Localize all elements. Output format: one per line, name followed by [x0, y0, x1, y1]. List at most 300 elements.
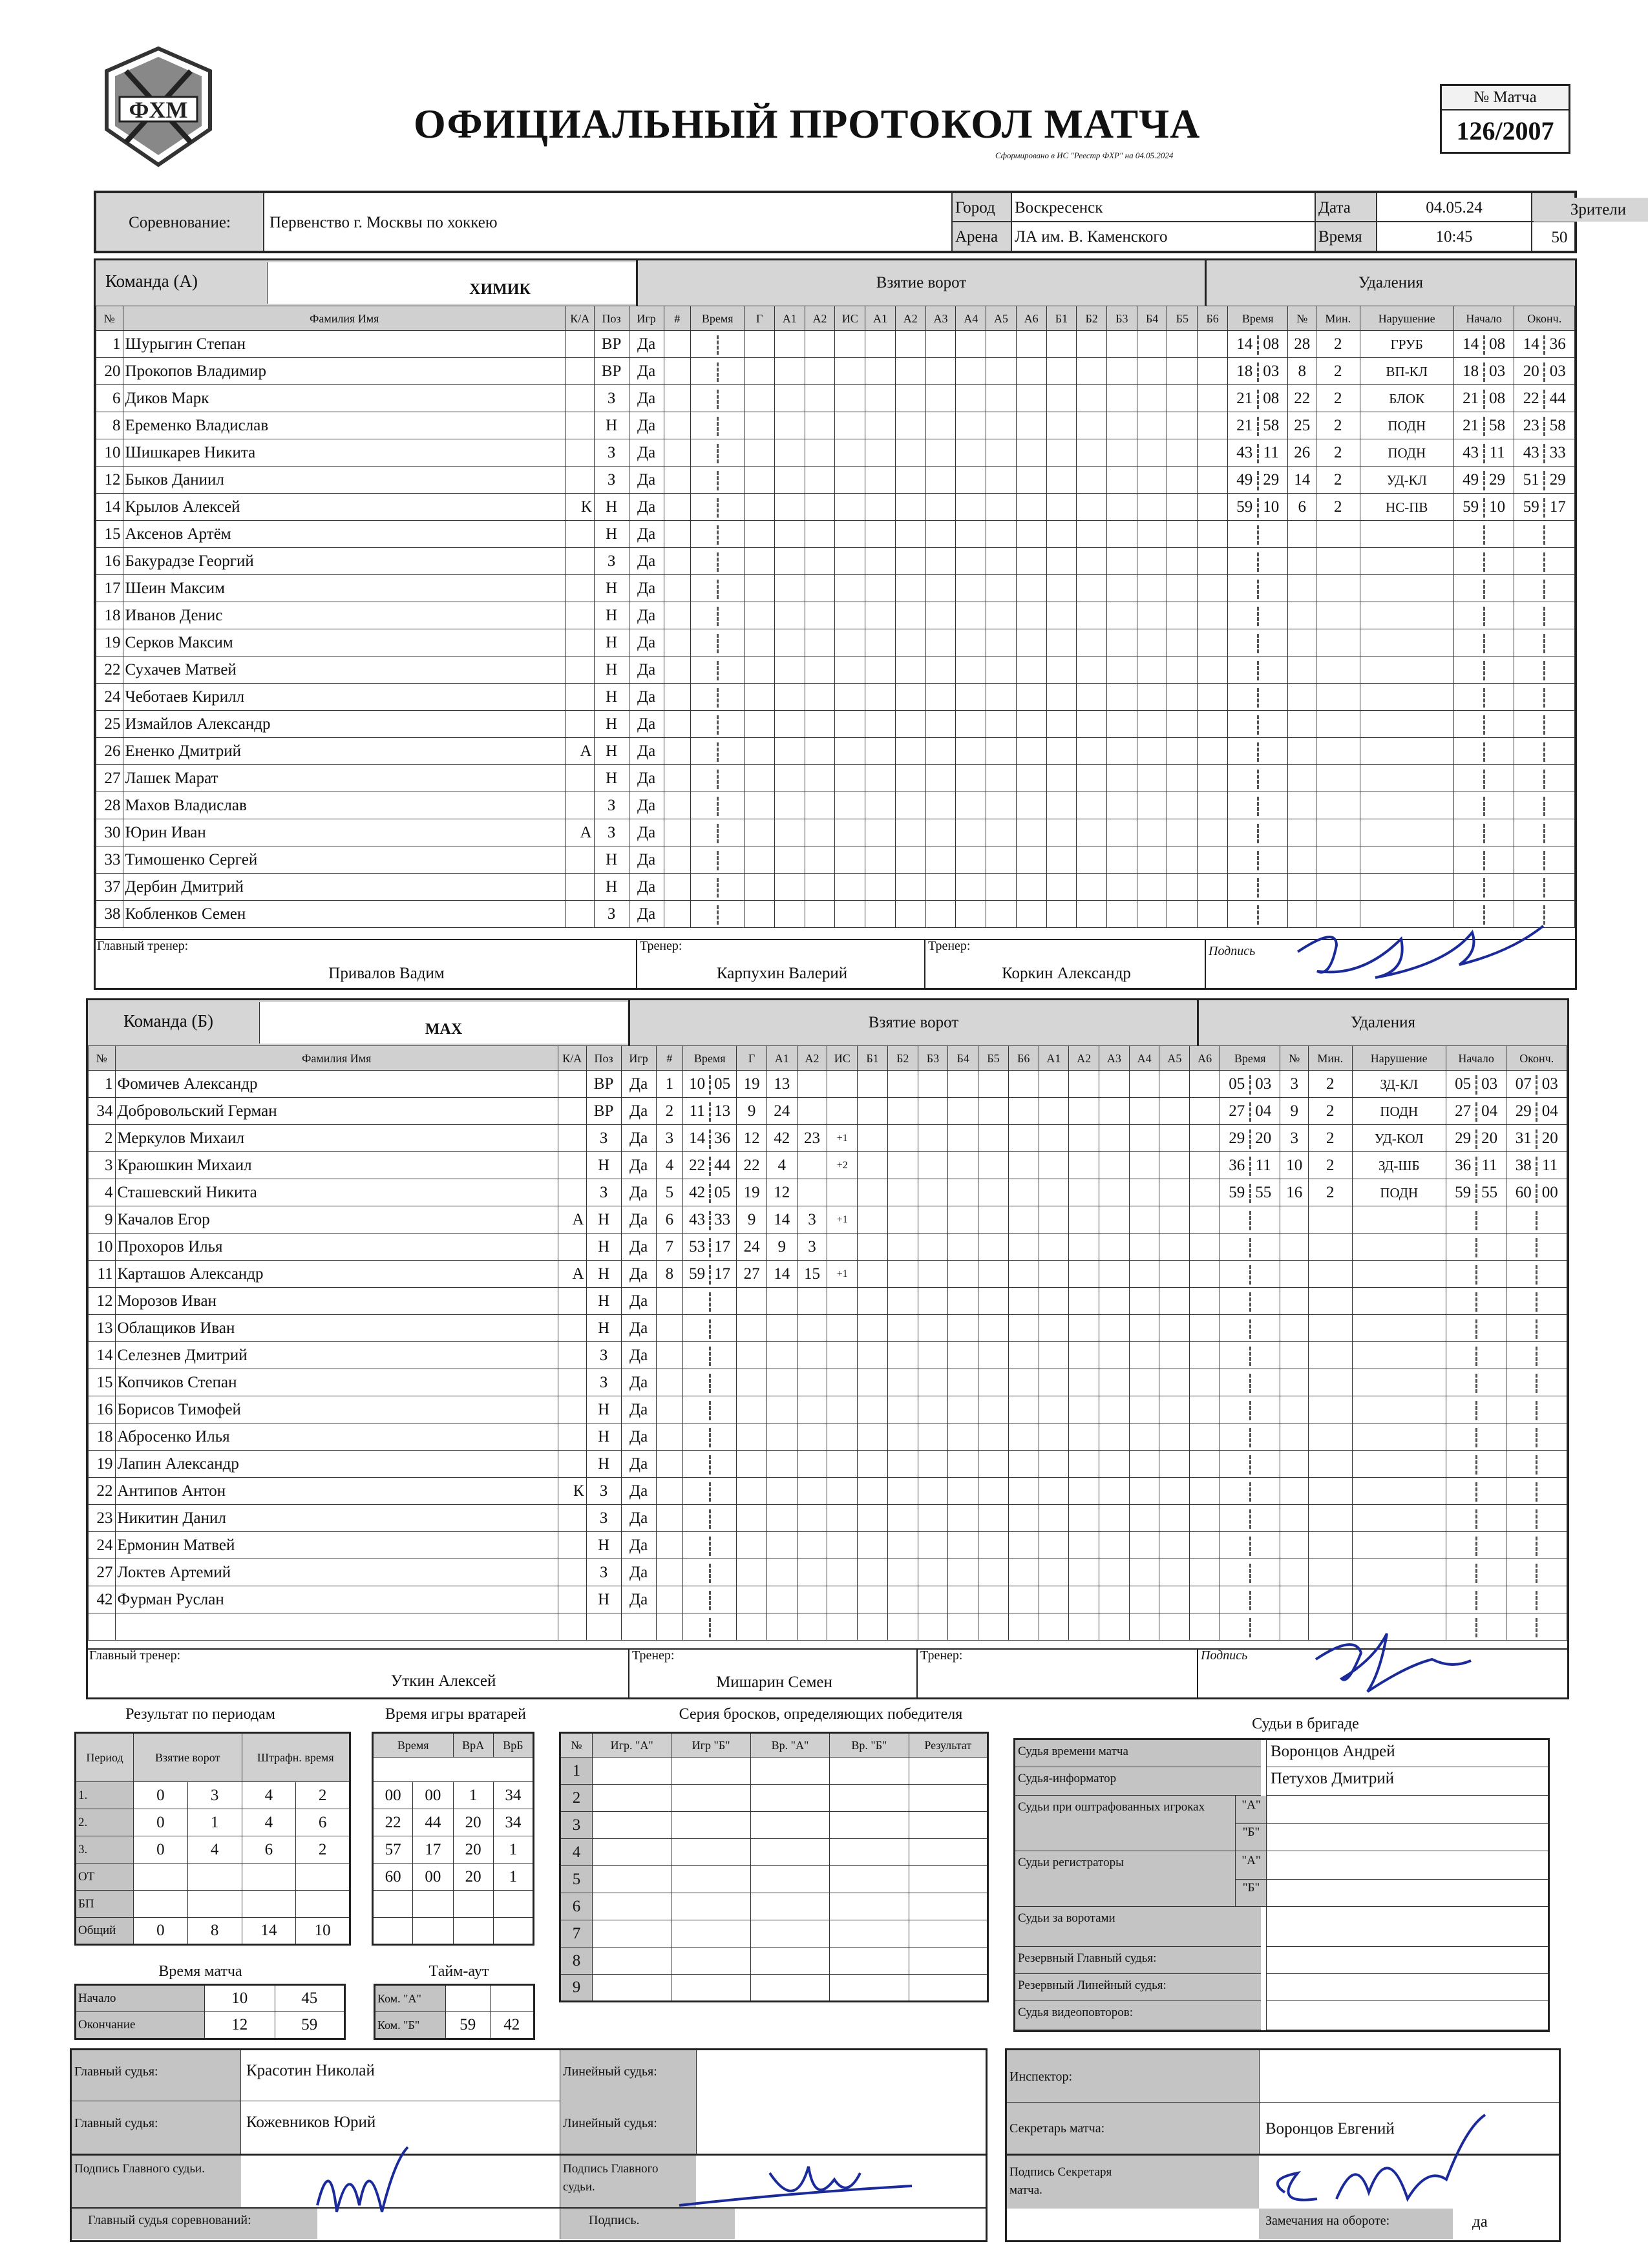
- player-cell: 15: [89, 1369, 116, 1396]
- player-cell: Н: [586, 1152, 621, 1179]
- pen-time: [1220, 1478, 1280, 1505]
- player-cell: [558, 1505, 586, 1532]
- goal-cell: [865, 711, 896, 738]
- goal-cell: [656, 1505, 683, 1532]
- gk-cell: 20: [453, 1864, 493, 1891]
- goal-cell: [887, 1369, 918, 1396]
- pen-time: [1453, 765, 1514, 792]
- player-cell: 27: [89, 1559, 116, 1586]
- player-cell: [565, 765, 594, 792]
- player-cell: [621, 1613, 656, 1641]
- goal-cell: [1077, 331, 1107, 358]
- pen-player: [1288, 575, 1316, 602]
- refs-title: Судьи в бригаде: [1252, 1716, 1359, 1732]
- goal-cell: [1198, 548, 1228, 575]
- goal-cell: [745, 412, 775, 439]
- goal-cell: [895, 711, 925, 738]
- gk-cell: 00: [373, 1782, 413, 1809]
- player-row: [89, 1369, 1567, 1396]
- pen-minutes: [1316, 575, 1360, 602]
- goal-cell: [1039, 1559, 1069, 1586]
- team-a-name: ХИМИК: [267, 262, 732, 304]
- goal-cell: [774, 358, 805, 385]
- pen-time: [1220, 1586, 1280, 1613]
- pen-time: [1446, 1559, 1506, 1586]
- goal-cell: [918, 1234, 948, 1261]
- period-cell: [242, 1864, 296, 1891]
- pen-col-header: Мин.: [1316, 306, 1360, 331]
- goal-cell: [986, 385, 1017, 412]
- goal-cell: [1137, 412, 1167, 439]
- team-b-signature-label: Подпись: [1201, 1648, 1248, 1663]
- goal-cell: [895, 439, 925, 467]
- goal-cell: [1190, 1288, 1220, 1315]
- goal-cell: [1039, 1369, 1069, 1396]
- goal-cell: [895, 819, 925, 846]
- goal-cell: [805, 819, 835, 846]
- pen-time: [1506, 1451, 1567, 1478]
- period-cell: 0: [134, 1809, 188, 1836]
- player-cell: [558, 1369, 586, 1396]
- goal-cell: [1039, 1152, 1069, 1179]
- goal-cell: [1046, 575, 1077, 602]
- goal-cell: [858, 1369, 888, 1396]
- player-cell: З: [594, 819, 629, 846]
- player-row: [89, 1234, 1567, 1261]
- goal-cell: [1008, 1179, 1039, 1206]
- goal-cell: [1198, 819, 1228, 846]
- goal-cell: [737, 1613, 767, 1641]
- goal-cell: [858, 1125, 888, 1152]
- pen-time: 43 11: [1453, 439, 1514, 467]
- shootout-row: [560, 1975, 988, 2002]
- goal-cell: [1198, 656, 1228, 684]
- end-hh: 12: [205, 2012, 275, 2039]
- goal-cell: [664, 738, 691, 765]
- player-row: [96, 874, 1575, 901]
- col-header: К/А: [558, 1046, 586, 1071]
- player-cell: Борисов Тимофей: [115, 1396, 558, 1423]
- goal-cell: [925, 467, 956, 494]
- goal-col-header: Время: [683, 1046, 737, 1071]
- goal-cell: [1129, 1478, 1159, 1505]
- player-cell: Да: [629, 467, 664, 494]
- goal-cell: 27: [737, 1261, 767, 1288]
- goal-cell: [858, 1071, 888, 1098]
- goal-time: [691, 792, 745, 819]
- goal-time: [691, 901, 745, 928]
- goal-col-header: Б6: [1198, 306, 1228, 331]
- player-cell: [558, 1234, 586, 1261]
- main-ref-2: Кожевников Юрий: [246, 2114, 376, 2131]
- goal-cell: [1069, 1613, 1099, 1641]
- pen-player: [1280, 1396, 1309, 1423]
- pen-time: 59 10: [1227, 494, 1287, 521]
- period-cell: 4: [242, 1782, 296, 1809]
- pen-time: [1446, 1369, 1506, 1396]
- pen-time: [1446, 1505, 1506, 1532]
- ref-role: Судья-информатор: [1018, 1772, 1117, 1785]
- period-cell: 0: [134, 1782, 188, 1809]
- goal-cell: [895, 874, 925, 901]
- pen-player: [1288, 874, 1316, 901]
- goal-cell: [956, 602, 986, 629]
- player-cell: Н: [594, 602, 629, 629]
- goal-cell: [1190, 1315, 1220, 1342]
- goal-cell: [1046, 331, 1077, 358]
- goal-cell: [805, 629, 835, 656]
- goal-cell: 9: [737, 1098, 767, 1125]
- pen-time: [1514, 602, 1575, 629]
- goal-cell: [835, 846, 865, 874]
- pen-minutes: 2: [1309, 1179, 1353, 1206]
- gk-col: ВрА: [453, 1733, 493, 1758]
- pen-time: [1227, 521, 1287, 548]
- goal-cell: 14: [766, 1261, 797, 1288]
- pen-time: [1220, 1369, 1280, 1396]
- time: 10:45: [1377, 222, 1532, 251]
- goal-cell: [656, 1532, 683, 1559]
- player-cell: З: [586, 1125, 621, 1152]
- player-row: [89, 1125, 1567, 1152]
- goal-col-header: А2: [1069, 1046, 1099, 1071]
- team-a-coach1-label: Тренер:: [640, 939, 682, 953]
- player-cell: Н: [586, 1423, 621, 1451]
- player-cell: Н: [594, 874, 629, 901]
- goal-cell: [1016, 819, 1046, 846]
- goal-cell: [1008, 1532, 1039, 1559]
- goal-cell: [1107, 819, 1137, 846]
- team-b-penalties-title: Удаления: [1197, 1000, 1567, 1045]
- pen-player: [1288, 846, 1316, 874]
- goal-cell: [1039, 1451, 1069, 1478]
- pen-time: 27 04: [1446, 1098, 1506, 1125]
- goal-cell: [664, 412, 691, 439]
- player-cell: Ененко Дмитрий: [123, 738, 565, 765]
- player-cell: З: [594, 901, 629, 928]
- goal-cell: [805, 684, 835, 711]
- goal-cell: [737, 1369, 767, 1396]
- player-cell: Да: [621, 1125, 656, 1152]
- player-cell: Да: [629, 846, 664, 874]
- goal-cell: [1046, 684, 1077, 711]
- goal-time: 14 36: [683, 1125, 737, 1152]
- player-cell: Н: [586, 1396, 621, 1423]
- goal-cell: [774, 846, 805, 874]
- pen-violation: ПОДН: [1360, 439, 1453, 467]
- pen-time: [1514, 656, 1575, 684]
- player-row: [96, 846, 1575, 874]
- goal-time: [691, 439, 745, 467]
- player-cell: З: [586, 1342, 621, 1369]
- player-row: [96, 439, 1575, 467]
- goal-cell: [978, 1505, 1009, 1532]
- goal-cell: [805, 792, 835, 819]
- goal-cell: [805, 331, 835, 358]
- goal-cell: [986, 494, 1017, 521]
- goal-cell: [895, 494, 925, 521]
- goal-cell: [1129, 1125, 1159, 1152]
- goal-cell: [948, 1098, 978, 1125]
- goal-cell: 2: [656, 1098, 683, 1125]
- goal-cell: [1190, 1586, 1220, 1613]
- gk-cell: 34: [493, 1782, 533, 1809]
- goal-cell: [745, 711, 775, 738]
- goal-cell: [1167, 684, 1198, 711]
- pen-time: [1506, 1261, 1567, 1288]
- pen-player: [1280, 1369, 1309, 1396]
- goal-cell: [745, 738, 775, 765]
- goal-cell: [865, 467, 896, 494]
- pen-time: [1446, 1261, 1506, 1288]
- shootout-col: Результат: [909, 1733, 988, 1758]
- secretary-label: Секретарь матча:: [1009, 2121, 1105, 2136]
- player-cell: Аксенов Артём: [123, 521, 565, 548]
- goal-col-header: А5: [986, 306, 1017, 331]
- main-ref2-signature: [666, 2160, 938, 2218]
- goal-cell: [797, 1586, 827, 1613]
- goal-cell: [766, 1342, 797, 1369]
- goal-cell: [1107, 901, 1137, 928]
- pen-time: [1514, 874, 1575, 901]
- goal-cell: [858, 1505, 888, 1532]
- pen-time: [1506, 1234, 1567, 1261]
- goal-cell: [1077, 548, 1107, 575]
- goal-cell: [986, 711, 1017, 738]
- player-cell: [565, 575, 594, 602]
- goal-cell: [827, 1179, 858, 1206]
- col-header: Фамилия Имя: [123, 306, 565, 331]
- player-cell: Н: [586, 1315, 621, 1342]
- goal-col-header: А1: [766, 1046, 797, 1071]
- goal-cell: [925, 575, 956, 602]
- pen-col-header: Начало: [1453, 306, 1514, 331]
- player-row: [89, 1342, 1567, 1369]
- goal-cell: [774, 656, 805, 684]
- goal-cell: [1159, 1613, 1190, 1641]
- goal-cell: [925, 602, 956, 629]
- goal-cell: [1137, 575, 1167, 602]
- player-cell: Да: [621, 1261, 656, 1288]
- goal-cell: [865, 575, 896, 602]
- shootout-col: Игр. "А": [593, 1733, 671, 1758]
- goal-time: 11 13: [683, 1098, 737, 1125]
- pen-time: [1227, 548, 1287, 575]
- logo-text: ФХМ: [129, 97, 188, 123]
- shootout-col: Вр. "Б": [830, 1733, 909, 1758]
- col-header: Игр: [621, 1046, 656, 1071]
- player-cell: Да: [621, 1532, 656, 1559]
- period-cell: [134, 1891, 188, 1918]
- goal-cell: [664, 467, 691, 494]
- goal-cell: [918, 1532, 948, 1559]
- player-cell: Да: [621, 1288, 656, 1315]
- col-header: Поз: [594, 306, 629, 331]
- player-cell: [558, 1532, 586, 1559]
- shootout-num: 8: [560, 1948, 593, 1975]
- player-row: [89, 1478, 1567, 1505]
- goal-col-header: Б1: [858, 1046, 888, 1071]
- pen-col-header: Нарушение: [1360, 306, 1453, 331]
- goal-cell: [1107, 711, 1137, 738]
- period-cell: 1: [187, 1809, 242, 1836]
- spectators-label: Зрители: [1534, 198, 1648, 222]
- pen-violation: ЗД-КЛ: [1352, 1071, 1446, 1098]
- goal-cell: [948, 1505, 978, 1532]
- goal-time: 59 17: [683, 1261, 737, 1288]
- goal-time: [691, 548, 745, 575]
- timeout-a-mm: [446, 1985, 491, 2012]
- goal-cell: [858, 1423, 888, 1451]
- pen-time: [1220, 1559, 1280, 1586]
- goal-cell: [1099, 1152, 1130, 1179]
- goal-cell: [986, 467, 1017, 494]
- player-cell: Добровольский Герман: [115, 1098, 558, 1125]
- pen-time: 21 58: [1453, 412, 1514, 439]
- goal-cell: [1039, 1342, 1069, 1369]
- goal-cell: [656, 1288, 683, 1315]
- goal-time: [691, 521, 745, 548]
- start-mm: 45: [275, 1985, 345, 2012]
- player-cell: [558, 1288, 586, 1315]
- ref-role: Судьи регистраторы: [1018, 1856, 1124, 1869]
- goal-time: [683, 1532, 737, 1559]
- secretary: Воронцов Евгений: [1265, 2120, 1395, 2137]
- goal-cell: [1198, 792, 1228, 819]
- pen-player: [1288, 602, 1316, 629]
- goal-cell: [1190, 1559, 1220, 1586]
- sign-main-label: Подпись Главного судьи.: [74, 2162, 205, 2176]
- player-cell: Быков Даниил: [123, 467, 565, 494]
- goal-cell: [1046, 765, 1077, 792]
- player-row: [96, 521, 1575, 548]
- goal-cell: [1137, 548, 1167, 575]
- goal-cell: [745, 819, 775, 846]
- pen-minutes: [1316, 602, 1360, 629]
- goal-cell: [1016, 548, 1046, 575]
- pen-time: 27 04: [1220, 1098, 1280, 1125]
- goal-cell: [1107, 575, 1137, 602]
- goal-cell: [1099, 1423, 1130, 1451]
- pen-time: [1446, 1342, 1506, 1369]
- goal-cell: [948, 1423, 978, 1451]
- goal-cell: [1069, 1315, 1099, 1342]
- goal-cell: [1069, 1125, 1099, 1152]
- team-a-signature-label: Подпись: [1209, 944, 1256, 958]
- pen-time: [1220, 1261, 1280, 1288]
- period-cell: 0: [134, 1918, 188, 1945]
- goal-cell: [1198, 521, 1228, 548]
- goal-cell: [664, 792, 691, 819]
- goal-cell: [656, 1613, 683, 1641]
- pen-time: [1220, 1234, 1280, 1261]
- player-cell: Фомичев Александр: [115, 1071, 558, 1098]
- goal-cell: [797, 1288, 827, 1315]
- goal-cell: [737, 1342, 767, 1369]
- goal-cell: [805, 521, 835, 548]
- goal-cell: [865, 765, 896, 792]
- ref-a: "А": [1241, 1854, 1261, 1867]
- pen-time: [1220, 1451, 1280, 1478]
- player-cell: З: [586, 1478, 621, 1505]
- player-cell: [565, 901, 594, 928]
- pen-minutes: [1316, 521, 1360, 548]
- goal-cell: [1198, 874, 1228, 901]
- goal-cell: [895, 765, 925, 792]
- goal-time: [691, 385, 745, 412]
- pen-player: [1280, 1451, 1309, 1478]
- goal-cell: [956, 656, 986, 684]
- goal-cell: [1107, 358, 1137, 385]
- goal-cell: [1069, 1071, 1099, 1098]
- pen-time: [1453, 602, 1514, 629]
- pen-minutes: 2: [1309, 1071, 1353, 1098]
- pen-time: [1453, 629, 1514, 656]
- pen-violation: [1352, 1423, 1446, 1451]
- goal-cell: [1008, 1152, 1039, 1179]
- pen-time: [1446, 1478, 1506, 1505]
- goal-time: [691, 575, 745, 602]
- player-cell: 10: [96, 439, 123, 467]
- goal-cell: [925, 412, 956, 439]
- goal-cell: [925, 656, 956, 684]
- shootout-num: 4: [560, 1839, 593, 1866]
- player-cell: [565, 331, 594, 358]
- goal-cell: [1190, 1261, 1220, 1288]
- goal-cell: [1046, 385, 1077, 412]
- shootout-row: [560, 1812, 988, 1839]
- goal-cell: 1: [656, 1071, 683, 1098]
- goal-cell: [925, 439, 956, 467]
- pen-time: [1506, 1369, 1567, 1396]
- pen-time: 38 11: [1506, 1152, 1567, 1179]
- goal-cell: [895, 548, 925, 575]
- pen-time: [1453, 819, 1514, 846]
- gk-cell: 20: [453, 1809, 493, 1836]
- goal-cell: [1069, 1478, 1099, 1505]
- player-cell: Копчиков Степан: [115, 1369, 558, 1396]
- main-ref-1-label: Главный судья:: [74, 2064, 158, 2079]
- team-a-penalties-title: Удаления: [1205, 260, 1575, 306]
- goal-time: [683, 1288, 737, 1315]
- goal-cell: [858, 1342, 888, 1369]
- goal-cell: [774, 765, 805, 792]
- player-row: [89, 1505, 1567, 1532]
- pen-time: [1453, 548, 1514, 575]
- pen-time: [1453, 792, 1514, 819]
- goal-cell: [1099, 1071, 1130, 1098]
- goal-cell: [835, 412, 865, 439]
- goal-time: 43 33: [683, 1206, 737, 1234]
- goal-cell: [858, 1288, 888, 1315]
- goal-cell: [1039, 1098, 1069, 1125]
- ref-b: "Б": [1242, 1881, 1260, 1895]
- goal-cell: [1016, 521, 1046, 548]
- pen-time: [1453, 846, 1514, 874]
- player-cell: Краюшкин Михаил: [115, 1152, 558, 1179]
- player-cell: Н: [594, 494, 629, 521]
- pen-violation: [1360, 819, 1453, 846]
- goal-cell: [835, 548, 865, 575]
- goal-cell: [895, 575, 925, 602]
- goal-cell: [1159, 1179, 1190, 1206]
- pen-time: [1227, 846, 1287, 874]
- goal-cell: [978, 1288, 1009, 1315]
- pen-time: [1514, 846, 1575, 874]
- goal-cell: [1016, 684, 1046, 711]
- col-header: Игр: [629, 306, 664, 331]
- goal-cell: [1167, 738, 1198, 765]
